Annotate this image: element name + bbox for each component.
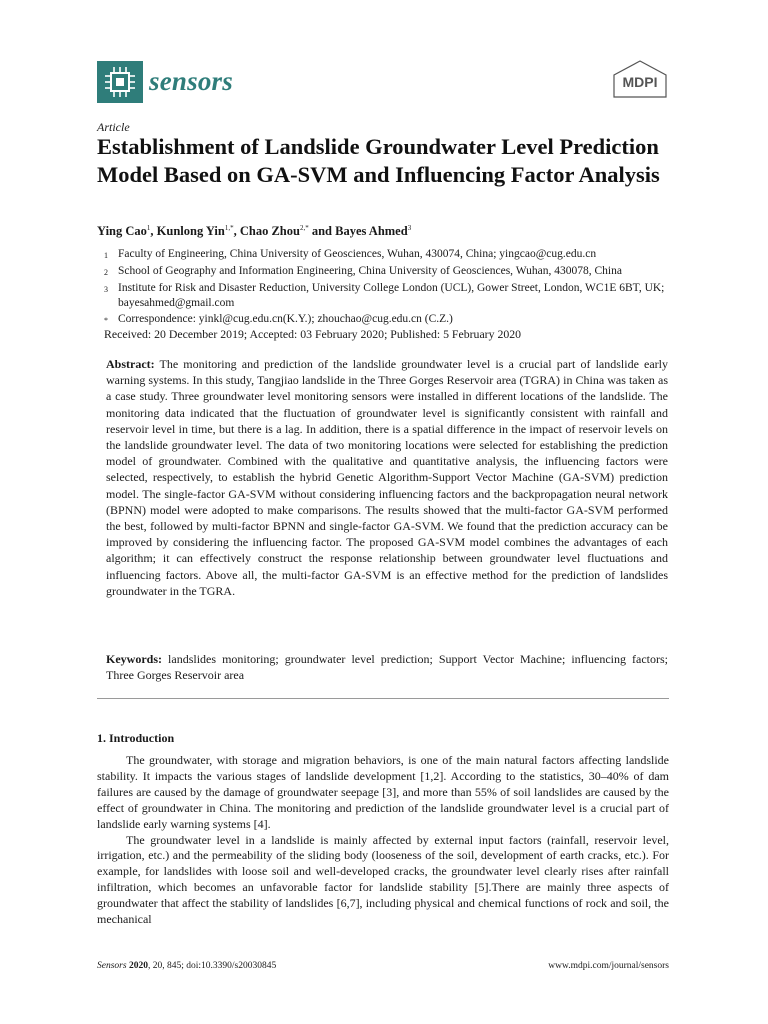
author-list <box>97 220 411 239</box>
footer-doi: , 20, 845; doi:10.3390/s20030845 <box>147 961 277 971</box>
author-name[interactable]: Bayes Ahmed <box>335 224 408 239</box>
author-affiliation-mark: 1,* <box>224 224 234 232</box>
journal-logo-icon <box>97 61 143 103</box>
author-separator: , <box>150 224 157 239</box>
author-separator: and <box>308 224 336 239</box>
affiliation-text: Faculty of Engineering, China University of Geosciences, Wuhan, 430074, China; yingcao@cug.edu.cn <box>118 248 597 260</box>
publisher-name: MDPI <box>622 74 658 90</box>
affiliation-text: School of Geography and Information Engineering, China University of Geosciences, Wuhan, 430078, China <box>118 264 622 277</box>
footer-journal: Sensors <box>97 961 127 971</box>
abstract-text: The monitoring and prediction of the landslide groundwater level is a crucial part of landslide early warning systems. In this study, Tangjiao landslide in the Three Gorges Reservoir area (TGRA) in China was taken as a case study. Three groundwater level monitoring sensors were installed in different locations of the landslide. The monitoring data indicated that the fluctuation of groundwater level is significantly consistent with rainfall and reservoir level in time, but there is a lag. In addition, there is a spatial difference in the impact of reservoir levels on the landslide groundwater level. The data of two monitoring locations were selected for establishing the prediction model of groundwater. Combined with the qualitative and quantitative analysis, the influencing factors were selected, respectively, to establish the hybrid Genetic Algorithm-Support Vector Machine (GA-SVM) prediction model. The single-factor GA-SVM without considering influencing factors and the backpropagation neural network (BPNN) model were adopted to make comparisons. The results showed that the multi-factor GA-SVM performed the best, followed by multi-factor BPNN and single-factor GA-SVM. We found that the prediction accuracy can be improved by considering the influencing factor. The proposed GA-SVM model combines the advantages of each algorithm; it can effectively construct the response relationship between groundwater level fluctuations and influencing factors. Above all, the multi-factor GA-SVM is an effective method for the prediction of landslides groundwater in the TGRA. <box>106 357 668 598</box>
author-affiliation-mark: 2,* <box>299 224 309 232</box>
keywords-label: Keywords: <box>106 652 162 666</box>
correspondence-text: Correspondence: yinkl@cug.edu.cn(K.Y.); zhouchao@cug.edu.cn (C.Z.) <box>118 313 453 326</box>
affiliation-item <box>104 247 684 264</box>
abstract-label: Abstract: <box>106 357 155 371</box>
publication-dates: Received: 20 December 2019; Accepted: 03 February 2020; Published: 5 February 2020 <box>104 327 522 341</box>
footer-journal-url[interactable]: www.mdpi.com/journal/sensors <box>548 961 669 971</box>
keywords-text: landslides monitoring; groundwater level prediction; Support Vector Machine; influencing factors; Three Gorges Reservoir area <box>106 652 669 683</box>
publisher-logo <box>612 60 668 98</box>
affiliation-number: 3 <box>104 284 108 294</box>
affiliation-text: Institute for Risk and Disaster Reduction, University College London (UCL), Gower Street, London, WC1E 6BT, UK; bayesahmed@gmail.com <box>118 281 665 310</box>
body-paragraph: The groundwater level in a landslide is mainly affected by external input factors (rainfall, reservoir level, irrigation, etc.) and the permeability of the sliding body (looseness of the soil, development of earth cracks, etc.). For example, for landslides with loose soil and well-developed cracks, the groundwater level clearly rises after rainfall infiltration, which becomes an unfavorable factor for landslide stability [5].There are mainly three aspects of groundwater that affect the stability of landslides [6,7], including physical and chemical functions of rock and soil, the mechanical <box>97 832 669 927</box>
author-name[interactable]: Chao Zhou <box>239 224 300 239</box>
article-title: Establishment of Landslide Groundwater Level Prediction Model Based on GA-SVM and Influencing Factor Analysis <box>97 134 660 187</box>
section-heading: 1. Introduction <box>97 731 175 745</box>
keywords <box>106 651 668 683</box>
section-divider <box>97 698 669 699</box>
affiliation-item <box>104 281 684 313</box>
abstract <box>106 356 668 599</box>
author-separator: , <box>233 224 240 239</box>
author-name[interactable]: Kunlong Yin <box>156 224 225 239</box>
affiliation-number: 1 <box>104 251 108 260</box>
author-affiliation-mark: 1 <box>146 224 151 232</box>
author-affiliation-mark: 3 <box>407 224 412 232</box>
footer-year: 2020 <box>128 961 148 971</box>
article-type: Article <box>97 120 130 134</box>
author-name[interactable]: Ying Cao <box>97 224 147 239</box>
footer-citation <box>97 961 276 971</box>
introduction-body <box>97 753 669 928</box>
affiliation-number: 2 <box>104 267 108 277</box>
body-paragraph: The groundwater, with storage and migration behaviors, is one of the main natural factors affecting landslide stability. It impacts the various stages of landslide development [1,2]. According to the statistics, 30–40% of dam failures are caused by the damage of groundwater seepage [3], and more than 55% of soil landslides are caused by the effect of groundwater in China. The monitoring and prediction of the landslide groundwater level is a crucial part of landslide early warning systems [4]. <box>97 753 669 831</box>
correspondence-mark: * <box>104 316 108 326</box>
affiliation-list <box>104 247 684 329</box>
affiliation-item <box>104 264 684 281</box>
journal-name: sensors <box>149 66 233 96</box>
